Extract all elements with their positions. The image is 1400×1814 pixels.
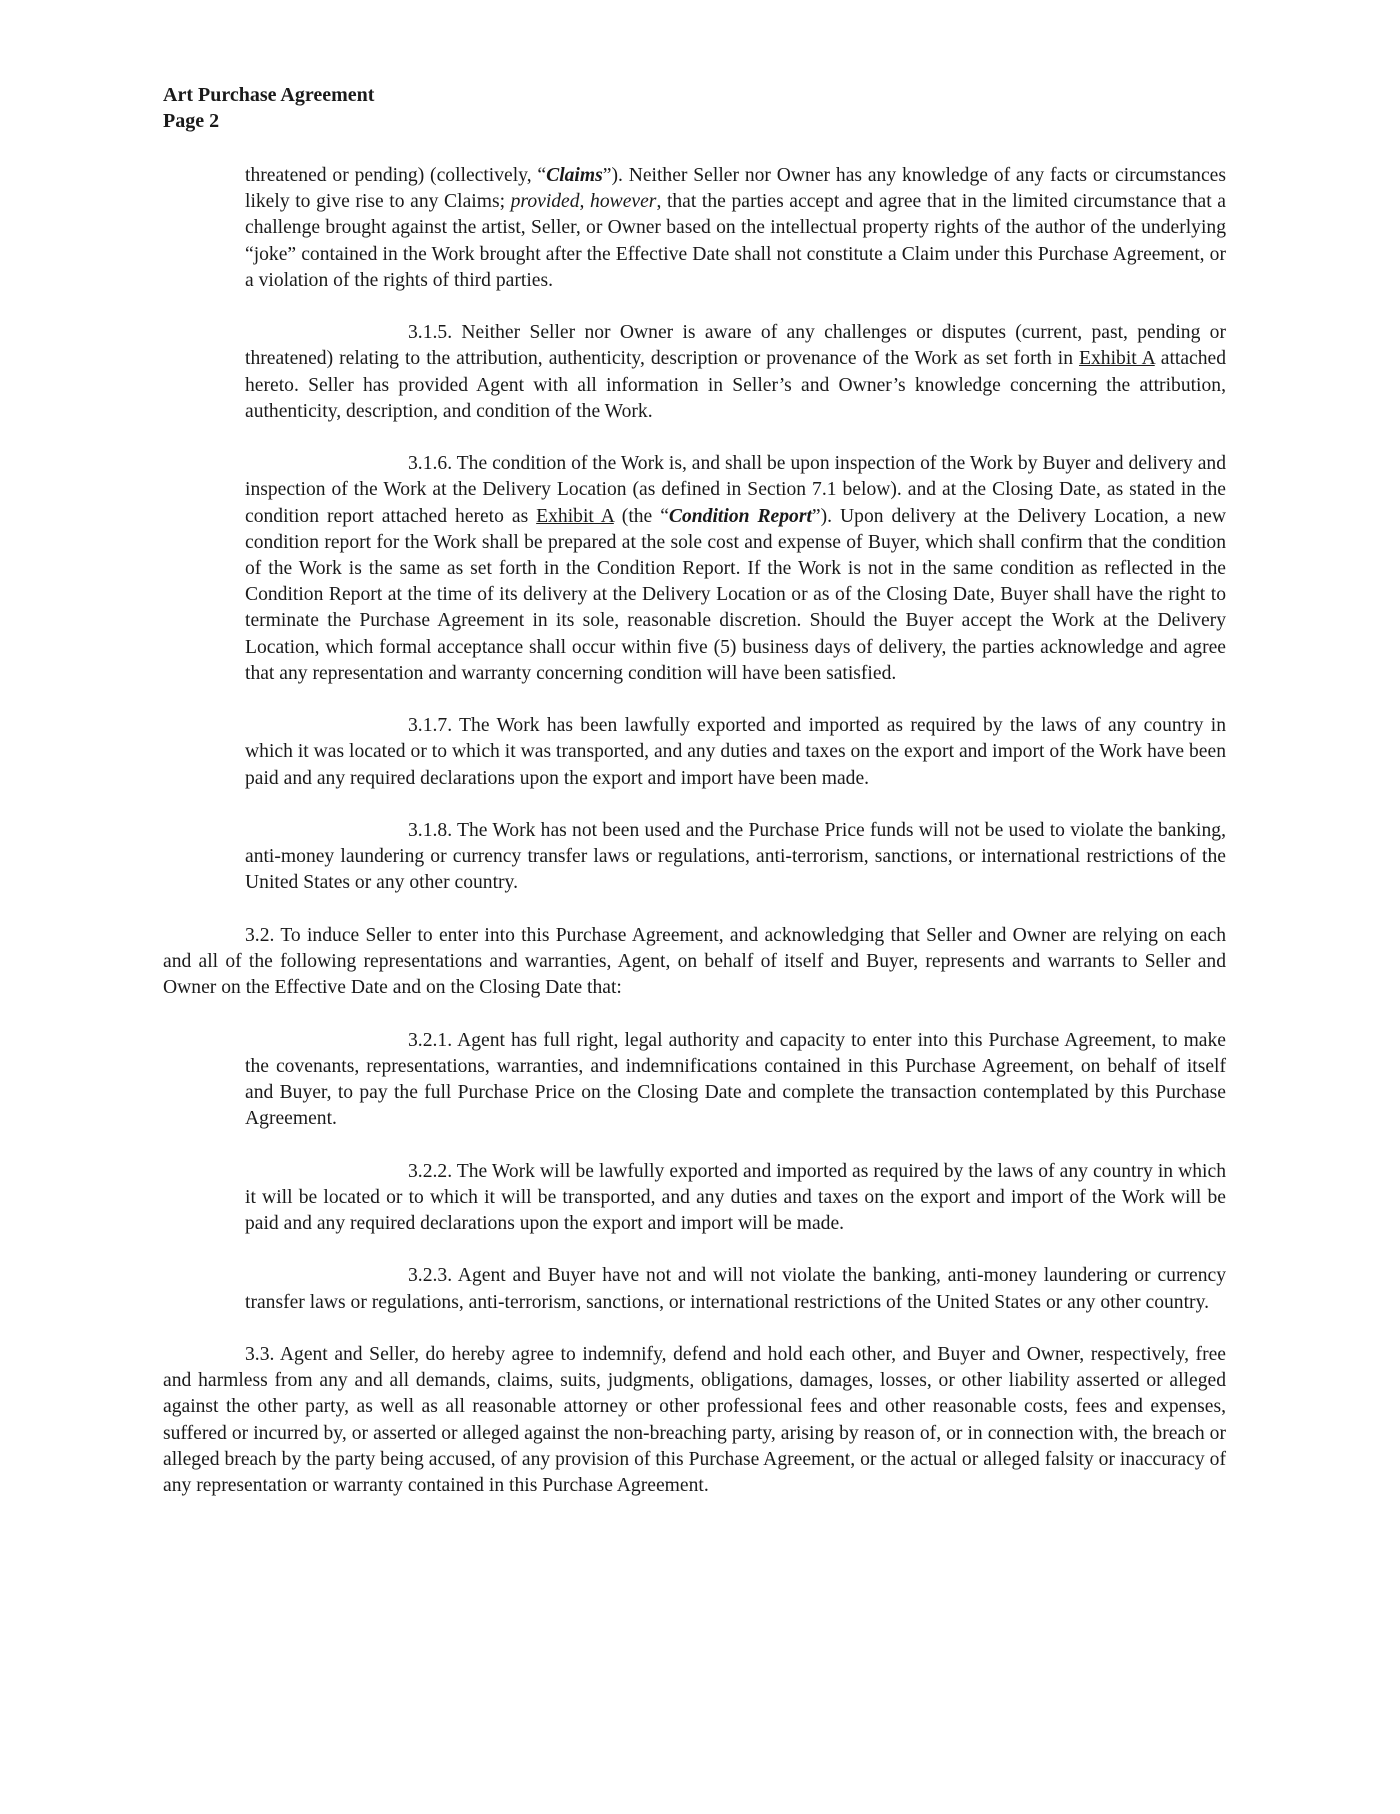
paragraph-3-2-3: 3.2.3. Agent and Buyer have not and will not violate the banking, anti-money laundering or currency transfer laws or regulations, anti-terrorism, sanctions, or international restrictions of the United States or any other country.	[245, 1265, 1226, 1313]
text-run: attached hereto. Seller has provided Agent with all information in Seller’s and Owner’s knowledge concerning the attribution, authenticity, description, and condition of the Work.	[245, 348, 1227, 422]
paragraph-3-1-5	[245, 320, 1226, 425]
paragraph-claims-continued	[245, 163, 1226, 294]
text-run: , that the parties accept and agree that in the limited circumstance that a challenge brought against the artist, Seller, or Owner based on the intellectual property rights of the author of the underlying “joke” contained in the Work brought after the Effective Date shall not constitute a Claim under this Purchase Agreement, or a violation of the rights of third parties.	[245, 191, 1226, 291]
text-run: threatened or pending) (collectively, “	[245, 165, 547, 186]
page-header	[163, 82, 374, 134]
exhibit-reference: Exhibit A	[536, 505, 614, 527]
paragraph-3-1-7: 3.1.7. The Work has been lawfully exported and imported as required by the laws of any country in which it was located or to which it was transported, and any duties and taxes on the export and import of the Work have been paid and any required declarations upon the export and import have been made.	[245, 715, 1226, 789]
paragraph-3-1-8: 3.1.8. The Work has not been used and the Purchase Price funds will not be used to violate the banking, anti-money laundering or currency transfer laws or regulations, anti-terrorism, sanctions, or international restrictions of the United States or any other country.	[245, 820, 1226, 894]
document-body	[163, 163, 1226, 1525]
paragraph-3-2-1: 3.2.1. Agent has full right, legal authority and capacity to enter into this Purchase Agreement, to make the covenants, representations, warranties, and indemnifications contained in this Purchase Agreement, on behalf of itself and Buyer, to pay the full Purchase Price on the Closing Date and complete the transaction contemplated by this Purchase Agreement.	[245, 1029, 1226, 1130]
defined-term-claims: Claims	[546, 165, 603, 186]
paragraph-3-2-2: 3.2.2. The Work will be lawfully exported and imported as required by the laws of any country in which it will be located or to which it will be transported, and any duties and taxes on the export and import of the Work will be paid and any required declarations upon the export and import will be made.	[245, 1160, 1226, 1235]
page-number: Page 2	[163, 110, 220, 132]
italic-phrase: provided, however	[510, 191, 657, 213]
text-run: ”). Neither Seller nor Owner has any knowledge of any facts or circumstances likely to give rise to any Claims;	[245, 165, 1226, 213]
paragraph-3-3: 3.3. Agent and Seller, do hereby agree to indemnify, defend and hold each other, and Buyer and Owner, respectively, free and harmless from any and all demands, claims, suits, judgments, obligations, damages, losses, or other liability asserted or alleged against the other party, as well as all reasonable attorney or other professional fees and other reasonable costs, fees and expenses, suffered or incurred by, or asserted or alleged against the non-breaching party, arising by reason of, or in connection with, the breach or alleged breach by the party being accused, of any provision of this Purchase Agreement, or the actual or alleged falsity or inaccuracy of any representation or warranty contained in this Purchase Agreement.	[163, 1344, 1226, 1497]
document-title: Art Purchase Agreement	[163, 84, 375, 106]
exhibit-reference: Exhibit A	[1079, 348, 1155, 370]
text-run: 3.1.6. The condition of the Work is, and shall be upon inspection of the Work by Buyer and delivery and inspection of the Work at the Delivery Location (as defined in Section 7.1 below). and at the Closing Date, as stated in the condition report attached hereto as	[245, 453, 1226, 527]
text-run: 3.1.5. Neither Seller nor Owner is aware of any challenges or disputes (current, past, pending or threatened) relating to the attribution, authenticity, description or provenance of the Work as set forth in	[245, 322, 1226, 370]
text-run: ”). Upon delivery at the Delivery Location, a new condition report for the Work shall be prepared at the sole cost and expense of Buyer, which shall confirm that the condition of the Work is the same as set forth in the Condition Report. If the Work is not in the same condition as reflected in the Condition Report at the time of its delivery at the Delivery Location or as of the Closing Date, Buyer shall have the right to terminate the Purchase Agreement in its sole, reasonable discretion. Should the Buyer accept the Work at the Delivery Location, which formal acceptance shall occur within five (5) business days of delivery, the parties acknowledge and agree that any representation and warranty concerning condition will have been satisfied.	[245, 505, 1226, 684]
paragraph-3-1-6	[245, 451, 1226, 687]
paragraph-3-2: 3.2. To induce Seller to enter into this Purchase Agreement, and acknowledging that Seller and Owner are relying on each and all of the following representations and warranties, Agent, on behalf of itself and Buyer, represents and warrants to Seller and Owner on the Effective Date and on the Closing Date that:	[163, 924, 1226, 999]
text-run: (the “	[613, 505, 669, 527]
defined-term-condition-report: Condition Report	[668, 505, 812, 527]
